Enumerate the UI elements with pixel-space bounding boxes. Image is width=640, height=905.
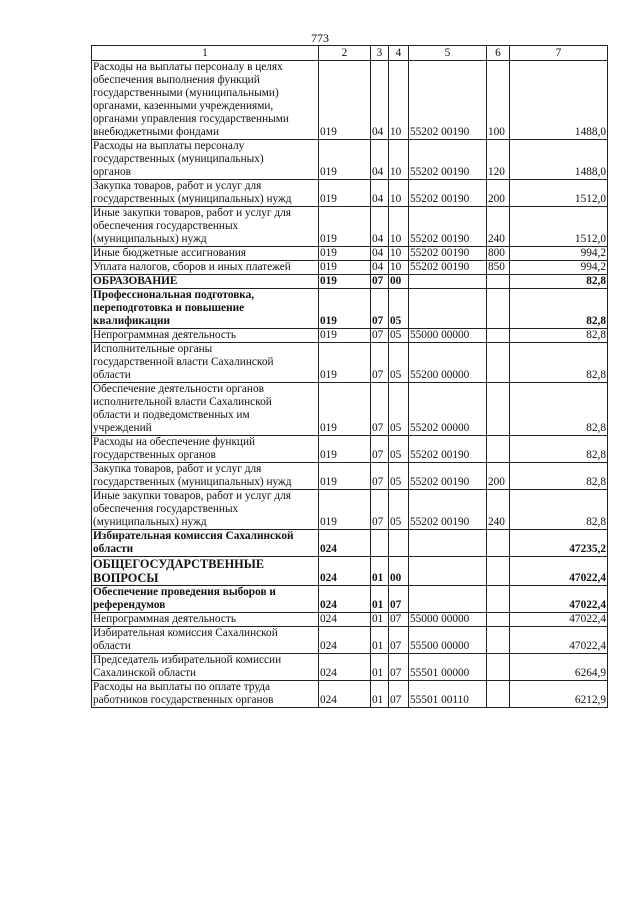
amount-value: 1512,0 [510, 180, 608, 207]
subsection-code: 10 [389, 247, 409, 261]
grbs-code: 019 [319, 436, 371, 463]
amount-value: 82,8 [510, 436, 608, 463]
amount-value: 47022,4 [510, 627, 608, 654]
amount-value: 82,8 [510, 383, 608, 436]
expense-type-code [487, 343, 510, 383]
section-code: 04 [371, 207, 389, 247]
expense-type-code [487, 289, 510, 329]
section-code: 07 [371, 275, 389, 289]
expense-type-code [487, 627, 510, 654]
subsection-code: 05 [389, 436, 409, 463]
row-name: Уплата налогов, сборов и иных платежей [92, 261, 319, 275]
expense-type-code [487, 681, 510, 708]
table-row [92, 613, 608, 627]
expense-type-code: 240 [487, 490, 510, 530]
amount-value: 82,8 [510, 490, 608, 530]
section-code: 04 [371, 247, 389, 261]
row-name: Непрограммная деятельность [92, 329, 319, 343]
table-row [92, 275, 608, 289]
row-name: Исполнительные органы государственной власти Сахалинской области [92, 343, 319, 383]
grbs-code: 019 [319, 289, 371, 329]
target-article-code [409, 557, 487, 586]
grbs-code: 024 [319, 627, 371, 654]
subsection-code: 05 [389, 343, 409, 383]
expense-type-code [487, 329, 510, 343]
target-article-code: 55202 00190 [409, 247, 487, 261]
row-name: Иные закупки товаров, работ и услуг для обеспечения государственных (муниципальных) нужд [92, 490, 319, 530]
table-row [92, 530, 608, 557]
section-code: 04 [371, 180, 389, 207]
section-code: 07 [371, 436, 389, 463]
expense-type-code: 850 [487, 261, 510, 275]
target-article-code [409, 586, 487, 613]
expense-type-code: 240 [487, 207, 510, 247]
subsection-code [389, 530, 409, 557]
section-code: 01 [371, 681, 389, 708]
expense-type-code [487, 557, 510, 586]
target-article-code: 55202 00000 [409, 383, 487, 436]
table-row [92, 463, 608, 490]
subsection-code: 07 [389, 613, 409, 627]
amount-value: 6212,9 [510, 681, 608, 708]
target-article-code: 55202 00190 [409, 436, 487, 463]
budget-table [91, 45, 608, 708]
column-header: 3 [371, 46, 389, 61]
amount-value: 6264,9 [510, 654, 608, 681]
column-header: 1 [92, 46, 319, 61]
section-code: 04 [371, 261, 389, 275]
table-row [92, 681, 608, 708]
grbs-code: 019 [319, 343, 371, 383]
table-row [92, 586, 608, 613]
expense-type-code [487, 530, 510, 557]
amount-value: 1488,0 [510, 61, 608, 140]
table-row [92, 329, 608, 343]
amount-value: 82,8 [510, 329, 608, 343]
target-article-code: 55202 00190 [409, 61, 487, 140]
amount-value: 1488,0 [510, 140, 608, 180]
subsection-code: 07 [389, 681, 409, 708]
amount-value: 47022,4 [510, 586, 608, 613]
table-row [92, 207, 608, 247]
grbs-code: 019 [319, 140, 371, 180]
column-header: 7 [510, 46, 608, 61]
row-name: Избирательная комиссия Сахалинской области [92, 627, 319, 654]
grbs-code: 019 [319, 261, 371, 275]
section-code: 04 [371, 61, 389, 140]
table-row [92, 140, 608, 180]
target-article-code: 55202 00190 [409, 490, 487, 530]
row-name: Непрограммная деятельность [92, 613, 319, 627]
row-name: Закупка товаров, работ и услуг для государственных (муниципальных) нужд [92, 463, 319, 490]
grbs-code: 024 [319, 530, 371, 557]
expense-type-code: 200 [487, 180, 510, 207]
table-row [92, 654, 608, 681]
subsection-code: 07 [389, 627, 409, 654]
grbs-code: 019 [319, 275, 371, 289]
grbs-code: 019 [319, 329, 371, 343]
expense-type-code [487, 586, 510, 613]
subsection-code: 10 [389, 180, 409, 207]
row-name: Расходы на обеспечение функций государственных органов [92, 436, 319, 463]
table-row [92, 261, 608, 275]
grbs-code: 019 [319, 207, 371, 247]
row-name: Закупка товаров, работ и услуг для государственных (муниципальных) нужд [92, 180, 319, 207]
row-name: Расходы на выплаты персоналу в целях обеспечения выполнения функций государственными (муниципальными) органами, казенными учреждениями, органами управления государственными внебюджетными фондами [92, 61, 319, 140]
section-code: 01 [371, 627, 389, 654]
section-code: 04 [371, 140, 389, 180]
amount-value: 47022,4 [510, 613, 608, 627]
target-article-code: 55000 00000 [409, 613, 487, 627]
expense-type-code [487, 383, 510, 436]
row-name: Обеспечение деятельности органов исполнительной власти Сахалинской области и подведомственных им учреждений [92, 383, 319, 436]
target-article-code: 55200 00000 [409, 343, 487, 383]
amount-value: 82,8 [510, 289, 608, 329]
section-code: 01 [371, 654, 389, 681]
subsection-code: 10 [389, 61, 409, 140]
subsection-code: 05 [389, 329, 409, 343]
grbs-code: 024 [319, 681, 371, 708]
target-article-code [409, 530, 487, 557]
table-row [92, 557, 608, 586]
row-name: Иные бюджетные ассигнования [92, 247, 319, 261]
column-header: 2 [319, 46, 371, 61]
target-article-code [409, 275, 487, 289]
column-header: 5 [409, 46, 487, 61]
section-code: 07 [371, 383, 389, 436]
table-row [92, 180, 608, 207]
grbs-code: 019 [319, 247, 371, 261]
expense-type-code: 800 [487, 247, 510, 261]
row-name: Профессиональная подготовка, переподготовка и повышение квалификации [92, 289, 319, 329]
subsection-code: 00 [389, 275, 409, 289]
amount-value: 82,8 [510, 343, 608, 383]
amount-value: 82,8 [510, 463, 608, 490]
subsection-code: 05 [389, 490, 409, 530]
section-code [371, 530, 389, 557]
table-row [92, 436, 608, 463]
target-article-code: 55501 00000 [409, 654, 487, 681]
target-article-code: 55501 00110 [409, 681, 487, 708]
expense-type-code [487, 436, 510, 463]
section-code: 01 [371, 586, 389, 613]
grbs-code: 024 [319, 613, 371, 627]
section-code: 01 [371, 613, 389, 627]
amount-value: 82,8 [510, 275, 608, 289]
expense-type-code: 100 [487, 61, 510, 140]
table-row [92, 289, 608, 329]
row-name: ОБЩЕГОСУДАРСТВЕННЫЕ ВОПРОСЫ [92, 557, 319, 586]
grbs-code: 019 [319, 463, 371, 490]
section-code: 07 [371, 490, 389, 530]
table-row [92, 383, 608, 436]
target-article-code: 55000 00000 [409, 329, 487, 343]
grbs-code: 019 [319, 180, 371, 207]
amount-value: 994,2 [510, 247, 608, 261]
row-name: Избирательная комиссия Сахалинской области [92, 530, 319, 557]
page-number: 773 [311, 31, 329, 45]
table-row [92, 61, 608, 140]
expense-type-code [487, 275, 510, 289]
subsection-code: 05 [389, 289, 409, 329]
subsection-code: 05 [389, 463, 409, 490]
table-row [92, 490, 608, 530]
grbs-code: 019 [319, 490, 371, 530]
section-code: 01 [371, 557, 389, 586]
row-name: Иные закупки товаров, работ и услуг для обеспечения государственных (муниципальных) нужд [92, 207, 319, 247]
section-code: 07 [371, 289, 389, 329]
amount-value: 47235,2 [510, 530, 608, 557]
column-header: 6 [487, 46, 510, 61]
subsection-code: 07 [389, 586, 409, 613]
subsection-code: 00 [389, 557, 409, 586]
subsection-code: 10 [389, 261, 409, 275]
header-row [92, 46, 608, 61]
section-code: 07 [371, 343, 389, 383]
expense-type-code [487, 613, 510, 627]
amount-value: 47022,4 [510, 557, 608, 586]
grbs-code: 019 [319, 383, 371, 436]
table-row [92, 343, 608, 383]
target-article-code: 55202 00190 [409, 463, 487, 490]
row-name: Председатель избирательной комиссии Сахалинской области [92, 654, 319, 681]
amount-value: 994,2 [510, 261, 608, 275]
target-article-code: 55202 00190 [409, 180, 487, 207]
subsection-code: 05 [389, 383, 409, 436]
amount-value: 1512,0 [510, 207, 608, 247]
table-row [92, 627, 608, 654]
target-article-code [409, 289, 487, 329]
grbs-code: 024 [319, 557, 371, 586]
target-article-code: 55202 00190 [409, 261, 487, 275]
section-code: 07 [371, 329, 389, 343]
grbs-code: 024 [319, 654, 371, 681]
expense-type-code [487, 654, 510, 681]
section-code: 07 [371, 463, 389, 490]
column-header: 4 [389, 46, 409, 61]
expense-type-code: 200 [487, 463, 510, 490]
subsection-code: 07 [389, 654, 409, 681]
target-article-code: 55202 00190 [409, 140, 487, 180]
expense-type-code: 120 [487, 140, 510, 180]
grbs-code: 019 [319, 61, 371, 140]
row-name: Расходы на выплаты персоналу государственных (муниципальных) органов [92, 140, 319, 180]
subsection-code: 10 [389, 207, 409, 247]
target-article-code: 55500 00000 [409, 627, 487, 654]
row-name: Обеспечение проведения выборов и референдумов [92, 586, 319, 613]
row-name: Расходы на выплаты по оплате труда работников государственных органов [92, 681, 319, 708]
row-name: ОБРАЗОВАНИЕ [92, 275, 319, 289]
target-article-code: 55202 00190 [409, 207, 487, 247]
table-row [92, 247, 608, 261]
grbs-code: 024 [319, 586, 371, 613]
subsection-code: 10 [389, 140, 409, 180]
